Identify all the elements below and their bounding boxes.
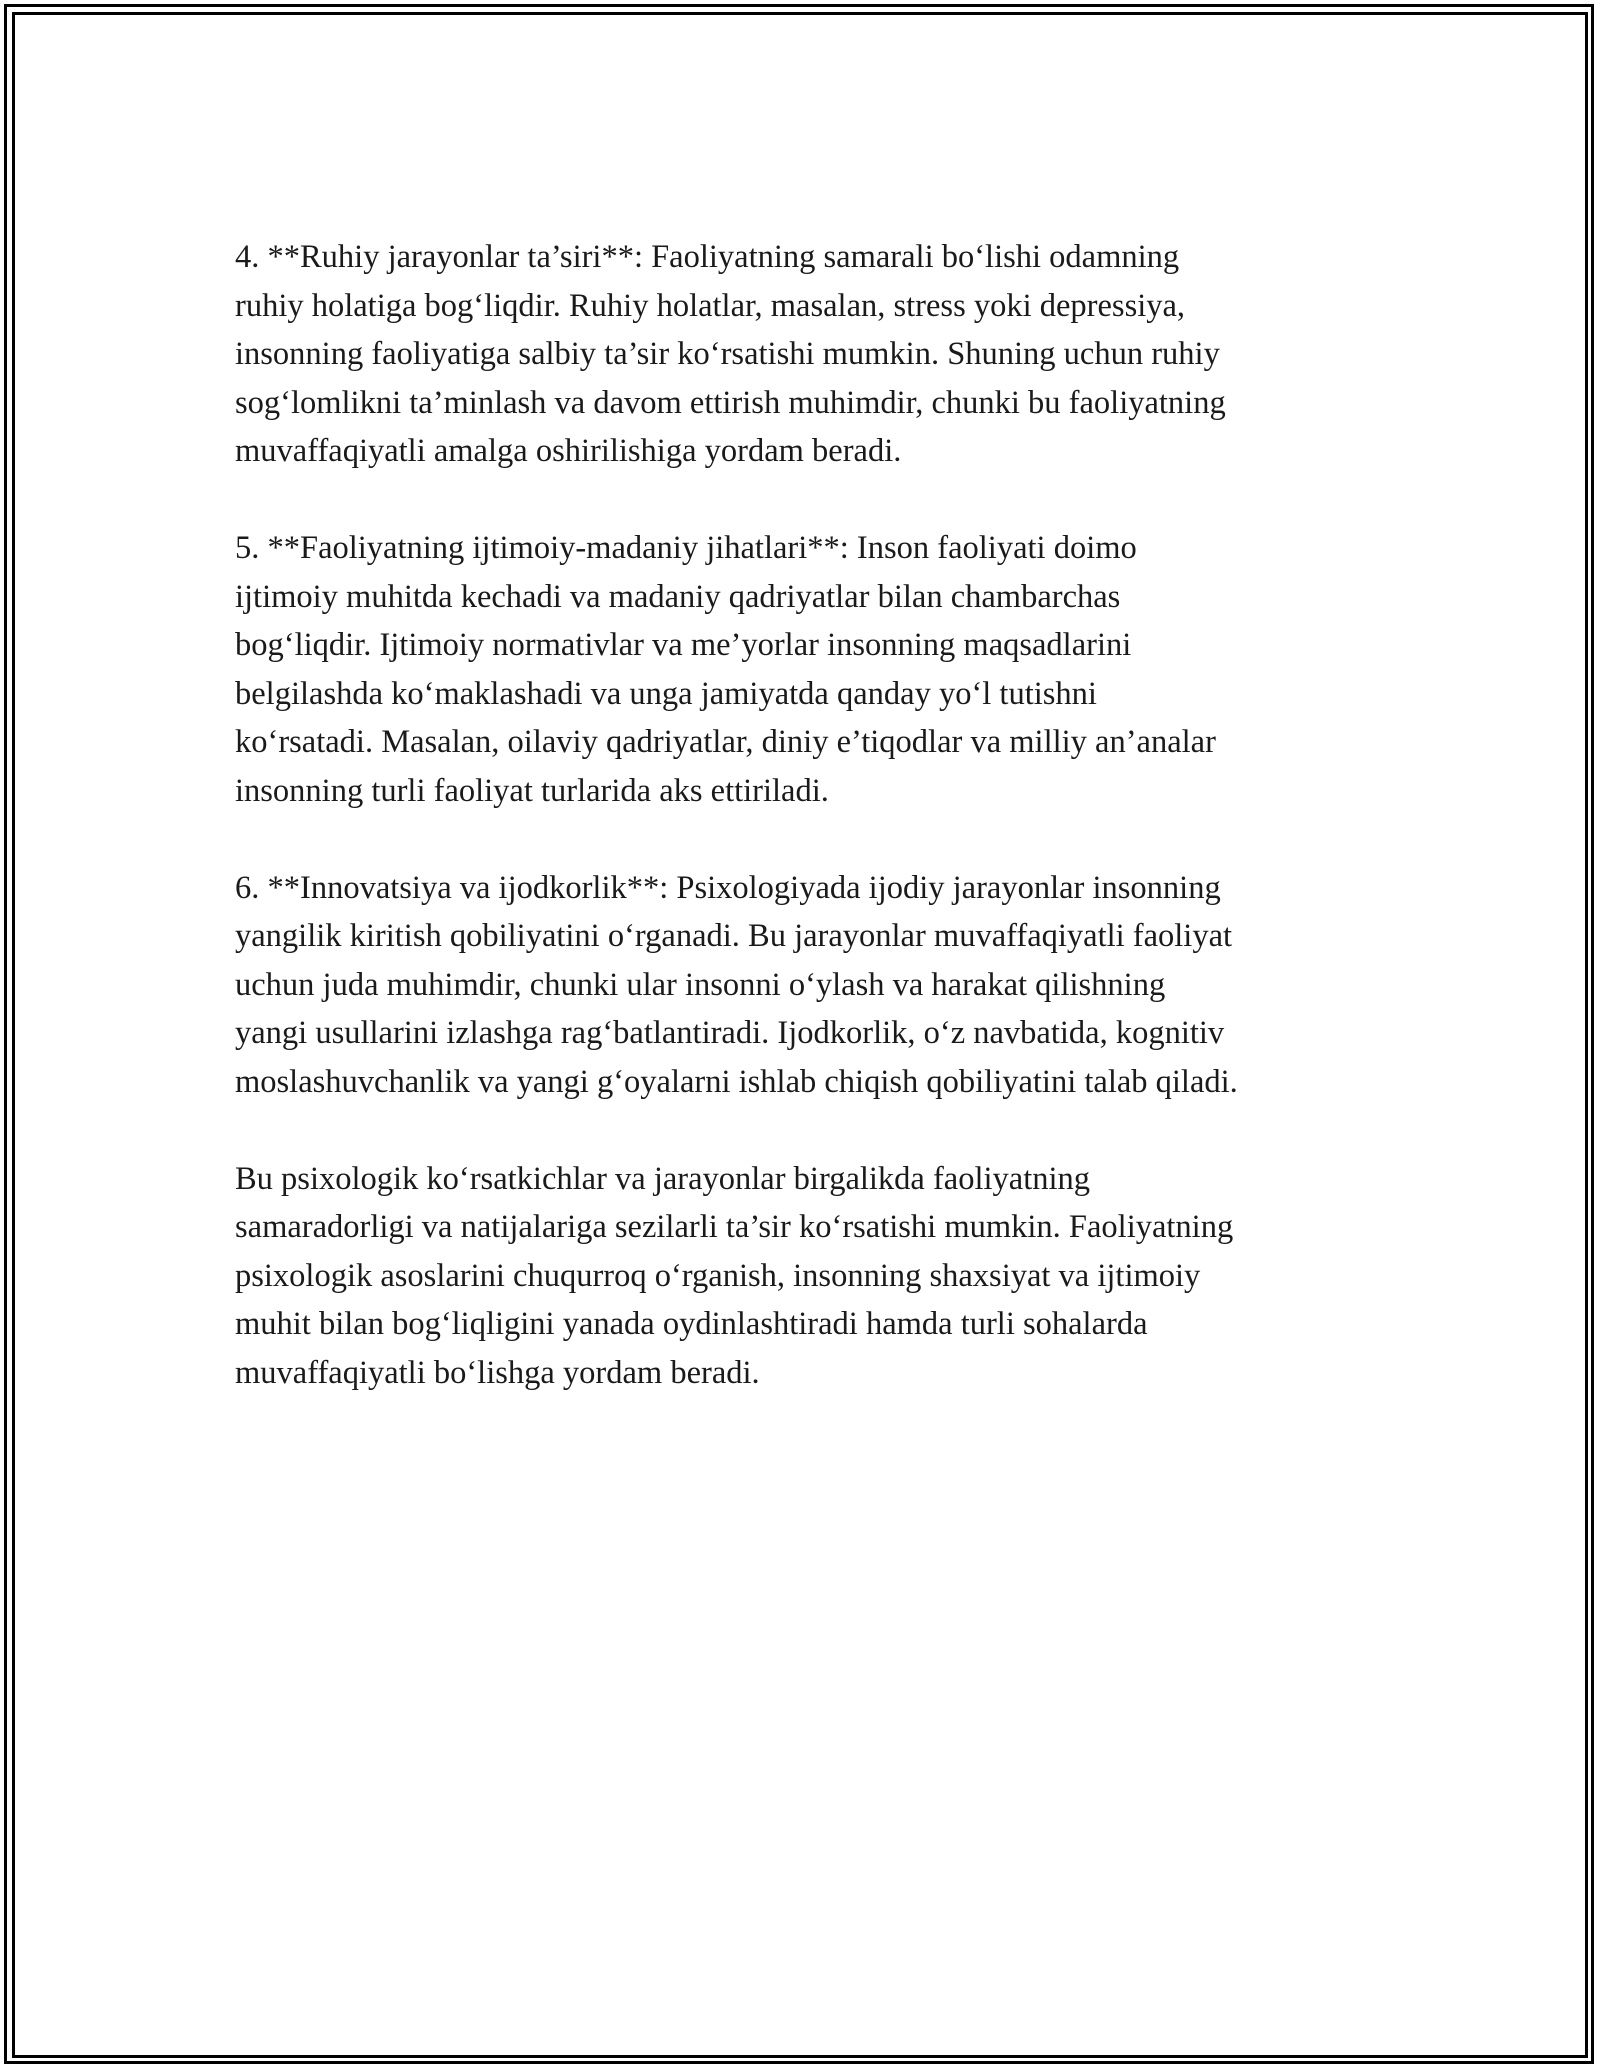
document-body [235, 233, 1385, 1446]
paragraph-ruhiy-jarayonlar: 4. **Ruhiy jarayonlar ta’siri**: Faoliyatning samarali bo‘lishi odamning ruhiy holatiga bog‘liqdir. Ruhiy holatlar, masalan, stress yoki depressiya, insonning faoliyatiga salbiy ta’sir ko‘rsatishi mumkin. Shuning uchun ruhiy sog‘lomlikni ta’minlash va davom ettirish muhimdir, chunki bu faoliyatning muvaffaqiyatli amalga oshirilishiga yordam beradi. [235, 239, 1226, 469]
paragraph-innovatsiya: 6. **Innovatsiya va ijodkorlik**: Psixologiyada ijodiy jarayonlar insonning yangilik kiritish qobiliyatini o‘rganadi. Bu jarayonlar muvaffaqiyatli faoliyat uchun juda muhimdir, chunki ular insonni o‘ylash va harakat qilishning yangi usullarini izlashga rag‘batlantiradi. Ijodkorlik, o‘z navbatida, kognitiv moslashuvchanlik va yangi g‘oyalarni ishlab chiqish qobiliyatini talab qiladi. [235, 869, 1238, 1100]
paragraph-ijtimoiy-madaniy: 5. **Faoliyatning ijtimoiy-madaniy jihatlari**: Inson faoliyati doimo ijtimoiy muhitda kechadi va madaniy qadriyatlar bilan chambarchas bog‘liqdir. Ijtimoiy normativlar va me’yorlar insonning maqsadlarini belgilashda ko‘maklashadi va unga jamiyatda qanday yo‘l tutishni ko‘rsatadi. Masalan, oilaviy qadriyatlar, diniy e’tiqodlar va milliy an’analar insonning turli faoliyat turlarida aks ettiriladi. [235, 530, 1216, 809]
paragraph-conclusion: Bu psixologik ko‘rsatkichlar va jarayonlar birgalikda faoliyatning samaradorligi va natijalariga sezilarli ta’sir ko‘rsatishi mumkin. Faoliyatning psixologik asoslarini chuqurroq o‘rganish, insonning shaxsiyat va ijtimoiy muhit bilan bog‘liqligini yanada oydinlashtiradi hamda turli sohalarda muvaffaqiyatli bo‘lishga yordam beradi. [235, 1160, 1234, 1391]
